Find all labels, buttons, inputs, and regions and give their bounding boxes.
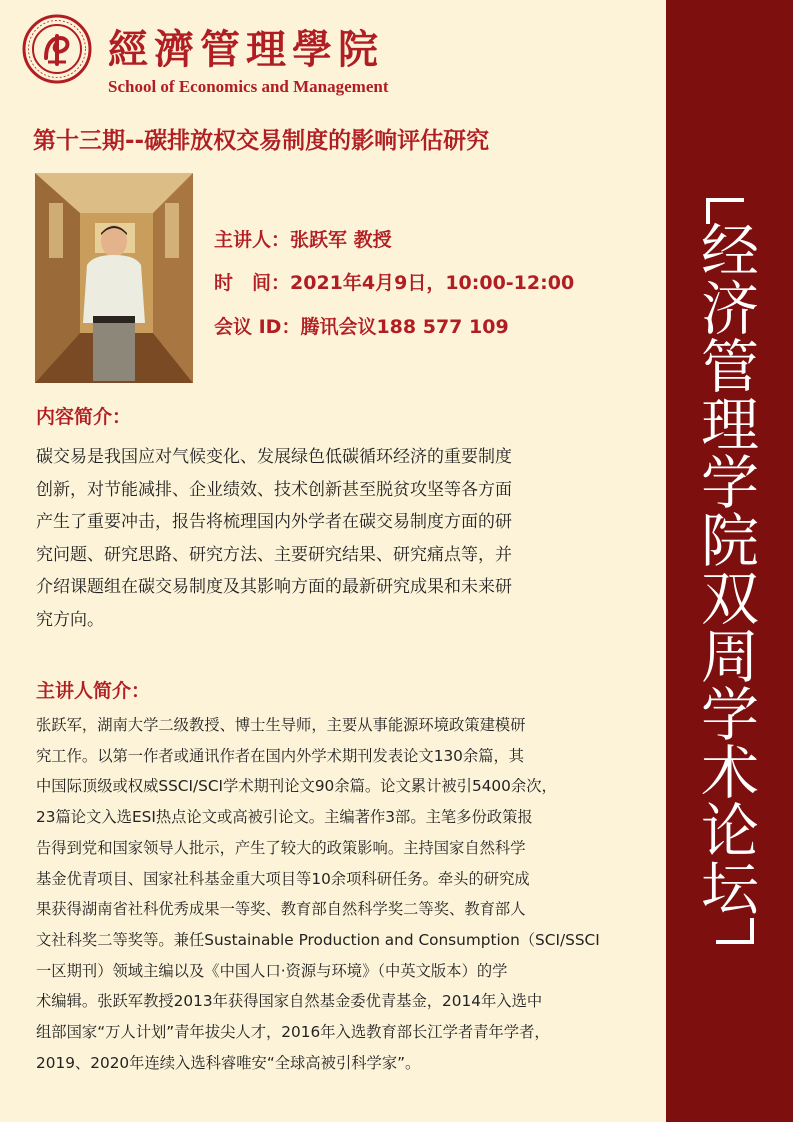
forum-title-char: 双 bbox=[700, 565, 759, 633]
forum-title-char: 术 bbox=[700, 739, 759, 807]
bio-line: 一区期刊）领域主编以及《中国人口·资源与环境》（中英文版本）的学 bbox=[36, 961, 508, 980]
bracket-open bbox=[700, 192, 760, 222]
bio-line: 究工作。以第一作者或通讯作者在国内外学术期刊发表论文130余篇，其 bbox=[36, 746, 525, 765]
forum-title-char: 理 bbox=[700, 391, 759, 459]
speaker-photo bbox=[35, 173, 193, 383]
event-title: 第十三期--碳排放权交易制度的影响评估研究 bbox=[33, 128, 490, 154]
content-paragraph bbox=[36, 441, 638, 636]
forum-vertical-title bbox=[690, 192, 770, 948]
content-line: 产生了重要冲击，报告将梳理国内外学者在碳交易制度方面的研 bbox=[36, 512, 512, 532]
school-name-chinese: 經濟管理學院 bbox=[108, 26, 384, 73]
bio-line: 果获得湖南省社科优秀成果一等奖、教育部自然科学奖二等奖、教育部人 bbox=[36, 900, 526, 919]
forum-title-char: 论 bbox=[700, 797, 759, 865]
content-line: 创新，对节能减排、企业绩效、技术创新甚至脱贫攻坚等各方面 bbox=[36, 479, 512, 500]
bio-line: 组部国家“万人计划”青年拔尖人才，2016年入选教育部长江学者青年学者， bbox=[36, 1023, 550, 1042]
forum-title-char: 管 bbox=[700, 333, 759, 401]
forum-title-char: 周 bbox=[700, 623, 759, 691]
speaker-photo-illustration bbox=[35, 173, 193, 383]
meeting-id-line: 会议 ID：腾讯会议188 577 109 bbox=[214, 316, 509, 338]
content-line: 究问题、研究思路、研究方法、主要研究结果、研究痛点等，并 bbox=[36, 544, 512, 565]
time-line: 时 间：2021年4月9日，10:00-12:00 bbox=[214, 272, 575, 294]
bio-line: 基金优青项目、国家社科基金重大项目等10余项科研任务。牵头的研究成 bbox=[36, 869, 530, 888]
speaker-bio-paragraph bbox=[36, 710, 638, 1078]
forum-title-char: 经 bbox=[700, 217, 759, 285]
content-line: 介绍课题组在碳交易制度及其影响方面的最新研究成果和未来研 bbox=[36, 577, 512, 597]
bio-line: 术编辑。张跃军教授2013年获得国家自然基金委优青基金，2014年入选中 bbox=[36, 992, 543, 1011]
bio-line: 2019、2020年连续入选科睿唯安“全球高被引科学家”。 bbox=[36, 1053, 421, 1072]
content-line: 碳交易是我国应对气候变化、发展绿色低碳循环经济的重要制度 bbox=[36, 447, 512, 467]
forum-title-char: 坛 bbox=[700, 855, 759, 923]
content-line: 究方向。 bbox=[36, 609, 104, 630]
forum-title-char: 学 bbox=[700, 681, 759, 749]
speaker-line: 主讲人：张跃军 教授 bbox=[214, 229, 392, 251]
bio-line: 张跃军，湖南大学二级教授、博士生导师，主要从事能源环境政策建模研 bbox=[36, 716, 526, 734]
bracket-close bbox=[700, 918, 760, 948]
content-section-heading: 内容简介： bbox=[36, 406, 132, 428]
bio-line: 中国际顶级或权威SSCI/SCI学术期刊论文90余篇。论文累计被引5400余次， bbox=[36, 777, 557, 796]
bio-line: 文社科奖二等奖等。兼任Sustainable Production and Consumption（SCI/SSCI bbox=[36, 930, 600, 949]
university-emblem-icon bbox=[22, 14, 92, 84]
bio-line: 23篇论文入选ESI热点论文或高被引论文。主编著作3部。主笔多份政策报 bbox=[36, 808, 533, 827]
speaker-section-heading: 主讲人简介： bbox=[36, 680, 151, 702]
bio-line: 告得到党和国家领导人批示，产生了较大的政策影响。主持国家自然科学 bbox=[36, 838, 526, 857]
forum-title-char: 学 bbox=[700, 449, 759, 517]
forum-title-char: 院 bbox=[700, 507, 759, 575]
forum-title-char: 济 bbox=[700, 275, 759, 343]
school-name-english: School of Economics and Management bbox=[108, 77, 389, 96]
